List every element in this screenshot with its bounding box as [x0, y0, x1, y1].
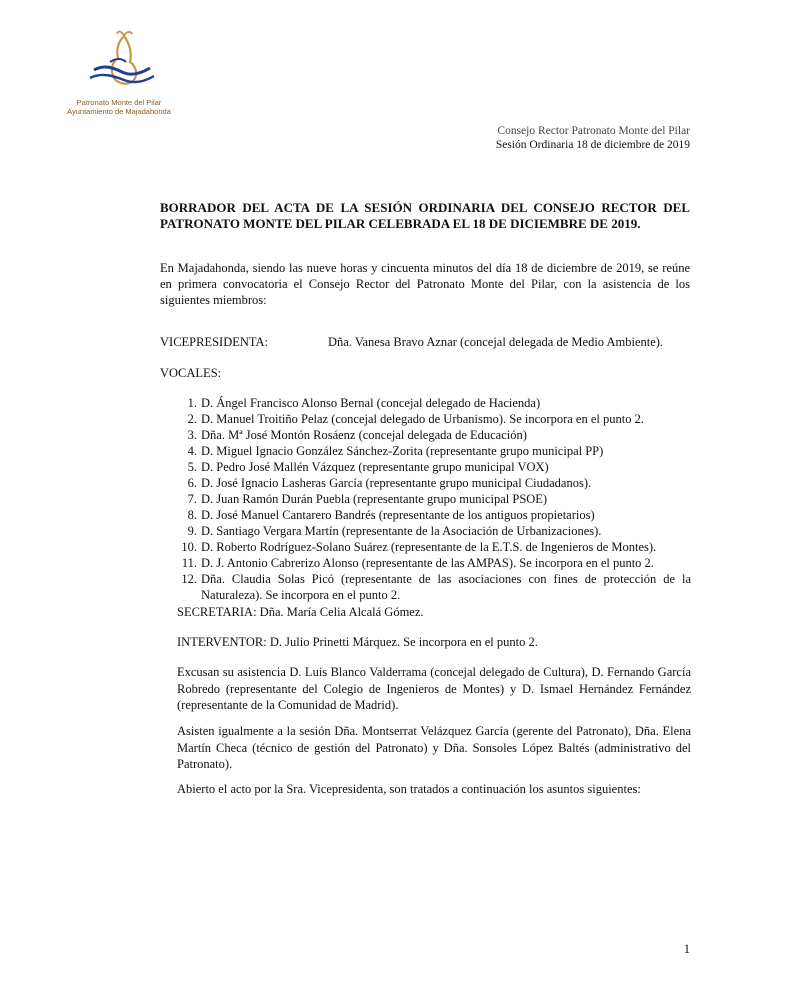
list-item-number: 2.: [187, 412, 197, 426]
list-item: [177, 507, 691, 523]
document-title: BORRADOR DEL ACTA DE LA SESIÓN ORDINARIA DEL CONSEJO RECTOR DEL PATRONATO MONTE DEL PILAR CELEBRADA EL 18 DE DICIEMBRE DE 2019.: [160, 200, 690, 231]
list-item-text: Dña. Claudia Solas Picó (representante de las asociaciones con fines de protección de la Naturaleza). Se incorpora en el punto 2.: [201, 572, 691, 602]
list-item-text: Dña. Mª José Montón Rosáenz (concejal delegada de Educación): [201, 428, 527, 442]
excusan-paragraph: Excusan su asistencia D. Luis Blanco Valderrama (concejal delegado de Cultura), D. Fernando García Robredo (representante del Colegio de Ingenieros de Montes) y D. Ismael Hernández Fernández (representante de la Comunidad de Madrid).: [177, 665, 691, 712]
deer-emblem-icon: [80, 28, 160, 98]
list-item-number: 7.: [187, 492, 197, 506]
list-item-text: D. Juan Ramón Durán Puebla (representante grupo municipal PSOE): [201, 492, 548, 506]
list-item: [177, 411, 691, 427]
list-item: [177, 539, 691, 555]
list-item-text: D. Roberto Rodríguez-Solano Suárez (representante de la E.T.S. de Ingenieros de Montes).: [201, 540, 657, 554]
page-number: 1: [683, 942, 690, 956]
list-item-text: D. J. Antonio Cabrerizo Alonso (representante de las AMPAS). Se incorpora en el punto 2.: [201, 556, 654, 570]
list-item-number: 9.: [187, 524, 197, 538]
list-item-text: D. Miguel Ignacio González Sánchez-Zorita (representante grupo municipal PP): [201, 444, 604, 458]
vocales-label: VOCALES:: [160, 366, 222, 380]
list-item: [177, 427, 691, 443]
list-item-text: D. Santiago Vergara Martín (representante de la Asociación de Urbanizaciones).: [201, 524, 602, 538]
logo-text-patronato: Patronato Monte del Pilar: [76, 98, 162, 107]
vicepresidenta-value: Dña. Vanesa Bravo Aznar (concejal delegada de Medio Ambiente).: [328, 335, 664, 349]
list-item: [177, 395, 691, 411]
list-item-number: 12.: [181, 572, 197, 586]
list-item-number: 8.: [187, 508, 197, 522]
list-item: [177, 555, 691, 571]
header-session-date: Sesión Ordinaria 18 de diciembre de 2019: [495, 139, 690, 151]
list-item-text: D. Ángel Francisco Alonso Bernal (concejal delegado de Hacienda): [201, 396, 541, 410]
header-council-name: Consejo Rector Patronato Monte del Pilar: [497, 125, 690, 137]
list-item: [177, 475, 691, 491]
vicepresidenta-label: VICEPRESIDENTA:: [160, 335, 269, 349]
interventor-line: INTERVENTOR: D. Julio Prinetti Márquez. Se incorpora en el punto 2.: [177, 635, 538, 649]
list-item: [177, 523, 691, 539]
list-item-text: D. José Manuel Cantarero Bandrés (representante de los antiguos propietarios): [201, 508, 595, 522]
list-item: [177, 459, 691, 475]
vicepresidenta-row: [160, 334, 690, 350]
logo-text-ayuntamiento: Ayuntamiento de Majadahonda: [67, 107, 171, 116]
vocales-list: [177, 395, 691, 603]
list-item-number: 5.: [187, 460, 197, 474]
list-item-text: D. Pedro José Mallén Vázquez (representante grupo municipal VOX): [201, 460, 549, 474]
list-item-number: 4.: [187, 444, 197, 458]
list-item: [177, 571, 691, 603]
list-item-number: 6.: [187, 476, 197, 490]
patronato-logo: [64, 28, 174, 118]
list-item: [177, 491, 691, 507]
asisten-paragraph: Asisten igualmente a la sesión Dña. Montserrat Velázquez García (gerente del Patronato), Dña. Elena Martín Checa (técnico de gestión del Patronato) y Dña. Sonsoles López Baltés (administrativo del Patronato).: [177, 724, 691, 771]
list-item-text: D. Manuel Troitiño Pelaz (concejal delegado de Urbanismo). Se incorpora en el punto 2.: [201, 412, 644, 426]
list-item-number: 1.: [187, 396, 197, 410]
list-item-number: 10.: [181, 540, 197, 554]
list-item: [177, 443, 691, 459]
list-item-number: 3.: [187, 428, 197, 442]
secretaria-line: SECRETARIA: Dña. María Celia Alcalá Gómez.: [177, 605, 424, 619]
list-item-text: D. José Ignacio Lasheras García (representante grupo municipal Ciudadanos).: [201, 476, 592, 490]
abierto-paragraph: Abierto el acto por la Sra. Vicepresidenta, son tratados a continuación los asuntos siguientes:: [177, 782, 641, 796]
intro-paragraph: En Majadahonda, siendo las nueve horas y cincuenta minutos del día 18 de diciembre de 2019, se reúne en primera convocatoria el Consejo Rector del Patronato Monte del Pilar, con la asistencia de los siguientes miembros:: [160, 261, 690, 307]
list-item-number: 11.: [181, 556, 197, 570]
